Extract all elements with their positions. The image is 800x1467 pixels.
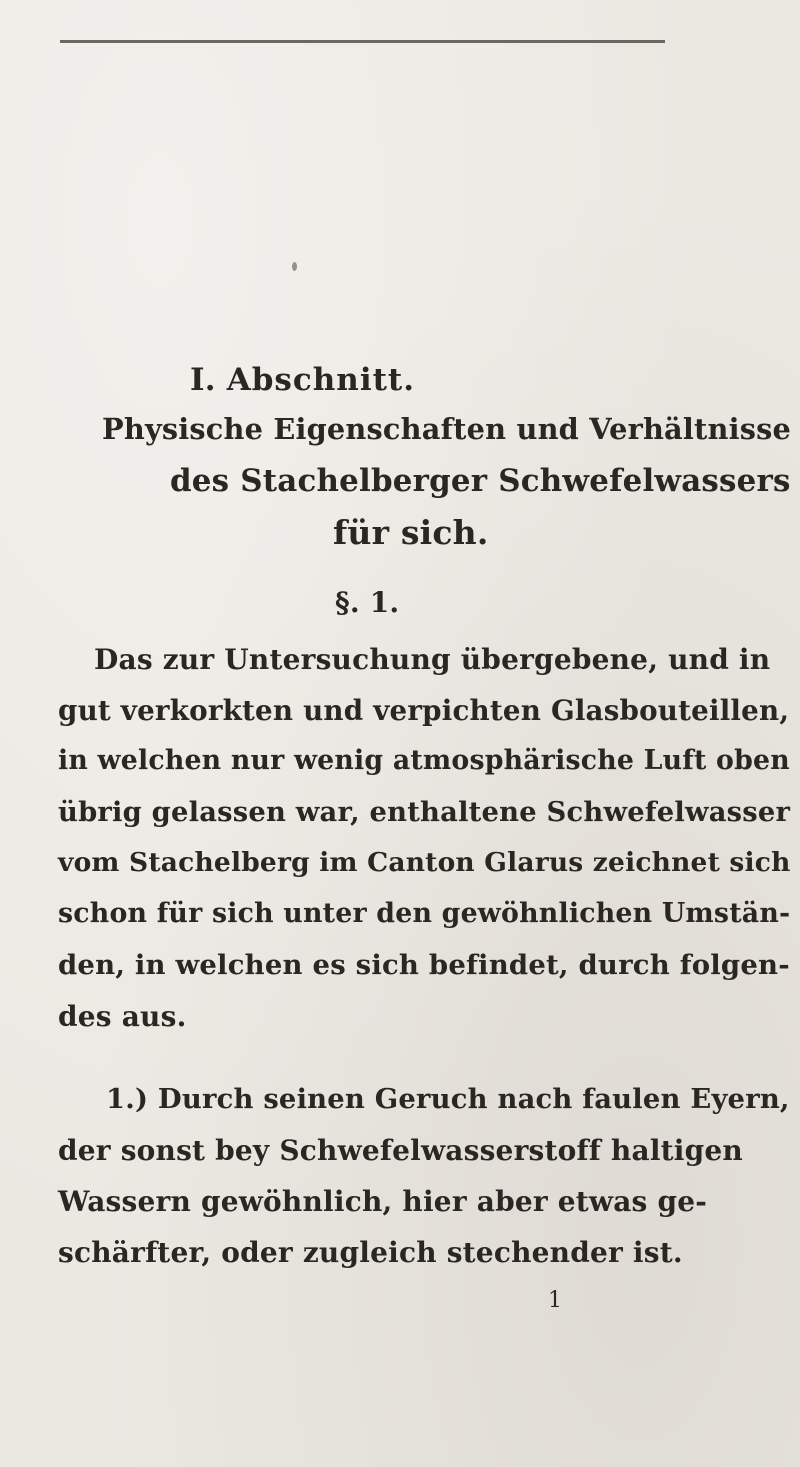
heading-line-2: des Stachelberger Schwefelwassers bbox=[170, 463, 791, 499]
item-line-1: 1.) Durch seinen Geruch nach faulen Eyern, bbox=[106, 1083, 790, 1115]
heading-line-1: Physische Eigenschaften und Verhältnisse bbox=[102, 412, 792, 446]
top-edge-rule bbox=[60, 40, 665, 43]
item-line-4: schärfter, oder zugleich stechender ist. bbox=[58, 1236, 683, 1269]
heading-line-3: für sich. bbox=[333, 513, 489, 552]
ink-speck bbox=[292, 262, 297, 271]
section-heading bbox=[190, 362, 415, 398]
paragraph-line-5: vom Stachelberg im Canton Glarus zeichnet sich bbox=[58, 847, 791, 878]
section-word: Abschnitt. bbox=[226, 362, 416, 398]
paragraph-line-3: in welchen nur wenig atmosphärische Luft oben bbox=[58, 745, 790, 776]
item-line-2: der sonst bey Schwefelwasserstoff haltigen bbox=[58, 1134, 743, 1167]
paragraph-line-2: gut verkorkten und verpichten Glasbouteillen, bbox=[58, 694, 790, 727]
paragraph-line-6: schon für sich unter den gewöhnlichen Umstän- bbox=[58, 898, 791, 929]
paragraph-line-4: übrig gelassen war, enthaltene Schwefelwasser bbox=[58, 796, 791, 828]
paragraph-line-1: Das zur Untersuchung übergebene, und in bbox=[94, 643, 771, 676]
signature-mark: 1 bbox=[548, 1288, 563, 1313]
paragraph-line-7: den, in welchen es sich befindet, durch folgen- bbox=[58, 949, 790, 981]
item-line-3: Wassern gewöhnlich, hier aber etwas ge- bbox=[58, 1185, 708, 1218]
paragraph-label: §. 1. bbox=[335, 586, 400, 619]
paragraph-line-8: des aus. bbox=[58, 1000, 187, 1033]
section-number: I. bbox=[190, 362, 216, 398]
